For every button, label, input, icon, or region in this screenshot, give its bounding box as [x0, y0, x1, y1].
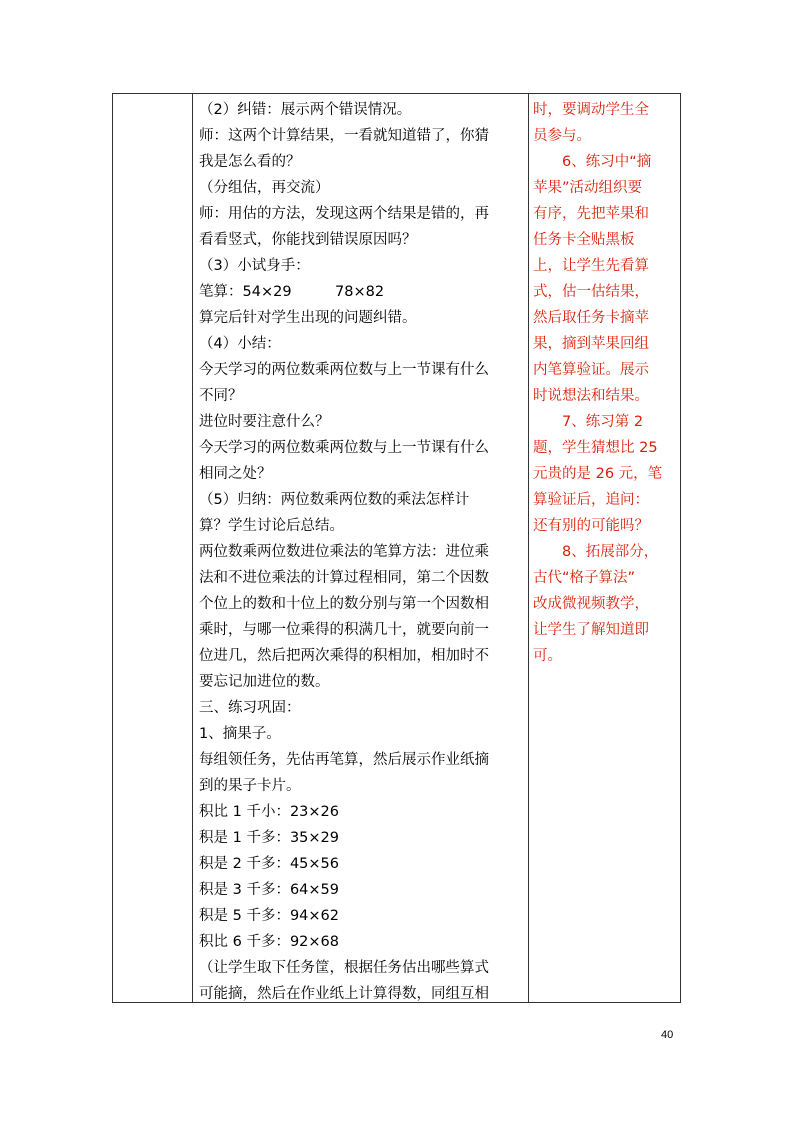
content-line: 个位上的数和十位上的数分别与第一个因数相	[199, 596, 489, 612]
content-line: 积比 6 千多：92×68	[199, 934, 339, 950]
content-line: 笔算：54×29 78×82	[199, 284, 385, 300]
note-line: 有序，先把苹果和	[533, 206, 649, 222]
note-line: 式，估一估结果，	[533, 284, 649, 300]
content-line: 每组领任务，先估再笔算，然后展示作业纸摘	[199, 752, 489, 768]
content-line: 进位时要注意什么？	[199, 414, 330, 430]
design-notes-column	[533, 97, 673, 669]
content-line: 乘时，与哪一位乘得的积满几十，就要向前一	[199, 622, 489, 638]
note-line: 然后取任务卡摘苹	[533, 310, 649, 326]
note-line: 元贵的是 26 元，笔	[533, 466, 663, 482]
content-line: 1、摘果子。	[199, 726, 281, 742]
content-line: 今天学习的两位数乘两位数与上一节课有什么	[199, 440, 489, 456]
lesson-content-column	[199, 97, 529, 1007]
content-line: （让学生取下任务筐，根据任务估出哪些算式	[199, 960, 489, 976]
content-line: 算？学生讨论后总结。	[199, 518, 344, 534]
note-line: 可。	[533, 648, 562, 664]
note-line: 上，让学生先看算	[533, 258, 649, 274]
content-line: 今天学习的两位数乘两位数与上一节课有什么	[199, 362, 489, 378]
content-line: 算完后针对学生出现的问题纠错。	[199, 310, 417, 326]
note-line: 员参与。	[533, 128, 591, 144]
content-line: 我是怎么看的？	[199, 154, 301, 170]
content-line: 积是 1 千多：35×29	[199, 830, 339, 846]
note-line: 算验证后，追问：	[533, 492, 649, 508]
content-line: 法和不进位乘法的计算过程相同，第二个因数	[199, 570, 489, 586]
content-line: 积比 1 千小：23×26	[199, 804, 339, 820]
note-line: 8、拓展部分，	[562, 544, 659, 560]
content-line: 积是 3 千多：64×59	[199, 882, 339, 898]
content-line: （3）小试身手：	[199, 258, 310, 274]
content-line: 到的果子卡片。	[199, 778, 301, 794]
content-line: 积是 5 千多：94×62	[199, 908, 339, 924]
content-line: 可能摘，然后在作业纸上计算得数，同组互相	[199, 986, 489, 1002]
note-line: 时说想法和结果。	[533, 388, 649, 404]
note-line: 还有别的可能吗？	[533, 518, 649, 534]
content-line: 位进几，然后把两次乘得的积相加，相加时不	[199, 648, 489, 664]
note-line: 果，摘到苹果回组	[533, 336, 649, 352]
content-line: 三、练习巩固：	[199, 700, 301, 716]
content-line: 看看竖式，你能找到错误原因吗？	[199, 232, 417, 248]
content-line: （2）纠错：展示两个错误情况。	[199, 102, 412, 118]
content-line: 师：用估的方法，发现这两个结果是错的，再	[199, 206, 489, 222]
note-line: 让学生了解知道即	[533, 622, 649, 638]
content-line: 相同之处？	[199, 466, 272, 482]
note-line: 任务卡全贴黑板	[533, 232, 635, 248]
note-line: 时，要调动学生全	[533, 102, 649, 118]
content-line: 积是 2 千多：45×56	[199, 856, 339, 872]
content-line: 两位数乘两位数进位乘法的笔算方法：进位乘	[199, 544, 489, 560]
content-line: （4）小结：	[199, 336, 281, 352]
content-line: 师：这两个计算结果，一看就知道错了，你猜	[199, 128, 489, 144]
note-line: 题，学生猜想比 25	[533, 440, 658, 456]
page-number: 40	[661, 1029, 674, 1041]
content-line: （分组估，再交流）	[199, 180, 330, 196]
note-line: 苹果”活动组织要	[533, 180, 643, 196]
note-line: 6、练习中“摘	[562, 154, 652, 170]
content-line: （5）归纳：两位数乘两位数的乘法怎样计	[199, 492, 470, 508]
lesson-plan-table	[112, 93, 681, 1003]
note-line: 内笔算验证。展示	[533, 362, 649, 378]
content-line: 要忘记加进位的数。	[199, 674, 330, 690]
note-line: 古代“格子算法”	[533, 570, 636, 586]
column-divider	[192, 94, 193, 1002]
note-line: 改成微视频教学，	[533, 596, 649, 612]
content-line: 不同？	[199, 388, 243, 404]
note-line: 7、练习第 2	[562, 414, 644, 430]
